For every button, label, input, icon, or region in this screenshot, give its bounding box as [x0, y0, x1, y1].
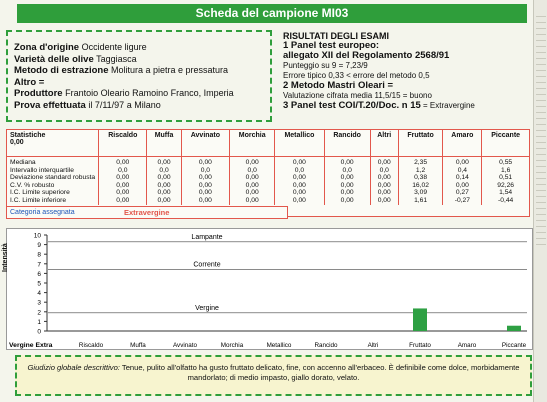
results-valuation: Valutazione cifrata media 11,5/15 = buono: [283, 91, 432, 100]
table-cell: 0,00: [181, 182, 229, 190]
category-value: Extravergine: [124, 208, 170, 217]
table-header-row: [7, 130, 529, 157]
table-cell: 0,00: [99, 197, 147, 205]
table-cell: 0,00: [230, 189, 275, 197]
info-variety: [14, 54, 270, 66]
table-cell: 0,00: [370, 157, 398, 167]
table-cell: 0,0: [275, 167, 324, 175]
x-tick-label: Piccante: [501, 342, 527, 349]
results-error: Errore tipico 0,33 < errore del metodo 0,5: [283, 71, 430, 80]
results-coi-value: = Extravergine: [420, 101, 475, 110]
table-cell: 92,26: [482, 182, 529, 190]
row-label: Mediana: [10, 159, 36, 166]
column-header-amaro: Amaro: [443, 130, 482, 157]
x-tick-label: Altri: [367, 342, 379, 349]
y-tick-label: 2: [37, 309, 41, 317]
table-cell: 0,00: [324, 157, 370, 167]
column-header-muffa: Muffa: [147, 130, 181, 157]
table-cell: 0,00: [99, 157, 147, 167]
table-cell: 0,0: [181, 167, 229, 175]
intensity-chart-box: [6, 228, 533, 350]
x-tick-label: Metallico: [266, 342, 292, 349]
table-cell: 0,00: [99, 174, 147, 182]
table-cell: 0,00: [181, 189, 229, 197]
y-tick-label: 5: [37, 280, 41, 288]
y-tick-label: 10: [33, 232, 41, 240]
info-origin: [14, 42, 270, 54]
bar-fruttato: [413, 308, 427, 331]
table-cell: 0,00: [275, 189, 324, 197]
table-cell: 0,00: [230, 174, 275, 182]
row-label: I.C. Limite inferiore: [10, 196, 67, 204]
table-cell: 16,02: [398, 182, 443, 190]
table-cell: 0,00: [99, 182, 147, 190]
x-tick-label: Riscaldo: [78, 342, 104, 349]
y-tick-label: 9: [37, 242, 41, 250]
table-cell: 0,00: [147, 174, 181, 182]
table-row: [7, 167, 529, 175]
column-header-morchia: Morchia: [230, 130, 275, 157]
y-tick-label: 6: [37, 270, 41, 278]
y-tick-label: 1: [37, 318, 41, 326]
info-producer-key: Produttore: [14, 88, 63, 100]
x-tick-label: Fruttato: [409, 342, 431, 349]
y-tick-label: 4: [37, 290, 41, 298]
column-header-metallico: Metallico: [275, 130, 324, 157]
results-score: Punteggio su 9 = 7,23/9: [283, 61, 368, 70]
results-block: [283, 31, 533, 111]
table-cell: 0,00: [370, 189, 398, 197]
table-cell: 1,61: [398, 197, 443, 205]
chart-y-label: Intensità: [2, 243, 9, 272]
table-cell: 0,0: [324, 167, 370, 175]
info-variety-key: Varietà delle olive: [14, 53, 94, 65]
table-cell: 0,55: [482, 157, 529, 167]
x-tick-label: Avvinato: [172, 342, 198, 349]
x-tick-label: Muffa: [130, 342, 146, 349]
info-producer: [14, 88, 270, 100]
info-test: [14, 100, 270, 112]
table-row: [7, 182, 529, 190]
comment-label: Giudizio globale descrittivo:: [27, 363, 120, 372]
table-corner-value: 0,00: [10, 139, 24, 146]
table-cell: 0,38: [398, 174, 443, 182]
table-row: [7, 157, 529, 167]
table-cell: 0,0: [99, 167, 147, 175]
table-cell: 0,00: [324, 174, 370, 182]
info-other: [14, 77, 270, 89]
table-cell: 1,6: [482, 167, 529, 175]
table-cell: 0,00: [370, 174, 398, 182]
comment-text: Tenue, pulito all'olfatto ha gusto fruttato delicato, fine, con accenno all'erbaceo. È definibile come dolce, morbidamente mandorlato; di medio impasto, giallo dorato, velato.: [119, 363, 520, 382]
results-coi-label: 3 Panel test COI/T.20/Doc. n 15: [283, 100, 421, 111]
table-cell: 0,0: [370, 167, 398, 175]
y-tick-label: 7: [37, 261, 41, 269]
table-cell: 0,00: [147, 182, 181, 190]
row-label: C.V. % robusto: [10, 181, 55, 189]
table-cell: 0,00: [275, 197, 324, 205]
band-label-lampante: Lampante: [191, 233, 223, 241]
table-cell: 0,00: [181, 174, 229, 182]
table-cell: 0,00: [370, 182, 398, 190]
table-cell: 0,00: [230, 182, 275, 190]
info-variety-value: Taggiasca: [96, 53, 137, 64]
table-cell: 0,00: [181, 197, 229, 205]
x-tick-label: Amaro: [457, 342, 477, 349]
band-label-vergine: Vergine: [195, 304, 219, 312]
results-mastri-oleari: 2 Metodo Mastri Oleari =: [283, 80, 394, 91]
table-cell: 0,4: [443, 167, 482, 175]
category-box: [6, 206, 288, 219]
table-cell: 1,54: [482, 189, 529, 197]
comment-box: [15, 355, 532, 396]
table-cell: 0,27: [443, 189, 482, 197]
table-cell: 0,00: [324, 189, 370, 197]
table-cell: 0,0: [230, 167, 275, 175]
table-cell: 0,00: [147, 197, 181, 205]
table-cell: 0,00: [324, 197, 370, 205]
results-panel-eu: 1 Panel test europeo:: [283, 40, 380, 51]
table-cell: 0,00: [181, 157, 229, 167]
table-cell: 0,14: [443, 174, 482, 182]
intensity-chart: [7, 229, 532, 349]
y-tick-label: 8: [37, 251, 41, 259]
y-tick-label: 0: [37, 328, 41, 336]
info-test-value: il 7/11/97 a Milano: [88, 99, 161, 110]
table-corner-label: Statistiche: [10, 132, 46, 139]
row-label: I.C. Limite superiore: [10, 189, 70, 197]
table-cell: 1,2: [398, 167, 443, 175]
info-method: [14, 65, 270, 77]
bar-piccante: [507, 326, 521, 331]
table-cell: 0,0: [147, 167, 181, 175]
row-label: Intervallo interquartile: [10, 166, 74, 174]
column-header-rancido: Rancido: [324, 130, 370, 157]
info-producer-value: Frantoio Oleario Ramoino Franco, Imperia: [65, 88, 234, 99]
sample-info-box: [6, 30, 272, 122]
column-header-riscaldo: Riscaldo: [99, 130, 147, 157]
table-cell: 0,00: [147, 157, 181, 167]
table-cell: 0,00: [230, 197, 275, 205]
results-header: RISULTATI DEGLI ESAMI: [283, 31, 389, 41]
info-test-key: Prova effettuata: [14, 99, 86, 111]
info-method-value: Molitura a pietra e pressatura: [111, 65, 229, 76]
table-row: [7, 197, 529, 205]
table-cell: 2,35: [398, 157, 443, 167]
category-label: Categoria assegnata: [10, 209, 75, 216]
table-cell: -0,44: [482, 197, 529, 205]
x-origin-label: Vergine Extra: [9, 342, 53, 349]
page-title: Scheda del campione MI03: [17, 4, 527, 23]
table-cell: 0,00: [230, 157, 275, 167]
table-cell: 0,51: [482, 174, 529, 182]
row-label: Deviazione standard robusta: [10, 174, 96, 182]
table-row: [7, 189, 529, 197]
table-cell: 0,00: [275, 157, 324, 167]
column-header-altri: Altri: [370, 130, 398, 157]
table-cell: 0,00: [147, 189, 181, 197]
band-label-corrente: Corrente: [193, 261, 221, 269]
info-method-key: Metodo di estrazione: [14, 65, 109, 77]
table-cell: 0,00: [443, 182, 482, 190]
table-cell: 0,00: [99, 189, 147, 197]
results-regulation: allegato XII del Regolamento 2568/91: [283, 50, 450, 61]
table-cell: 0,00: [275, 174, 324, 182]
table-row: [7, 174, 529, 182]
column-header-piccante: Piccante: [482, 130, 529, 157]
right-edge-lines: [536, 16, 546, 246]
results-coi: [283, 101, 533, 111]
info-origin-value: Occidente ligure: [81, 42, 147, 52]
column-header-avvinato: Avvinato: [181, 130, 229, 157]
table-corner: [7, 130, 99, 157]
info-origin-key: Zona d'origine: [14, 42, 80, 53]
table-cell: 0,00: [275, 182, 324, 190]
statistics-table-box: [6, 129, 530, 217]
table-cell: 0,00: [443, 157, 482, 167]
x-tick-label: Rancido: [314, 342, 338, 349]
x-tick-label: Morchia: [220, 342, 244, 349]
table-cell: 0,00: [370, 197, 398, 205]
table-cell: -0,27: [443, 197, 482, 205]
y-tick-label: 3: [37, 299, 41, 307]
info-other-key: Altro =: [14, 76, 45, 88]
table-cell: 0,00: [324, 182, 370, 190]
statistics-table: [7, 130, 529, 205]
column-header-fruttato: Fruttato: [398, 130, 443, 157]
table-cell: 3,09: [398, 189, 443, 197]
